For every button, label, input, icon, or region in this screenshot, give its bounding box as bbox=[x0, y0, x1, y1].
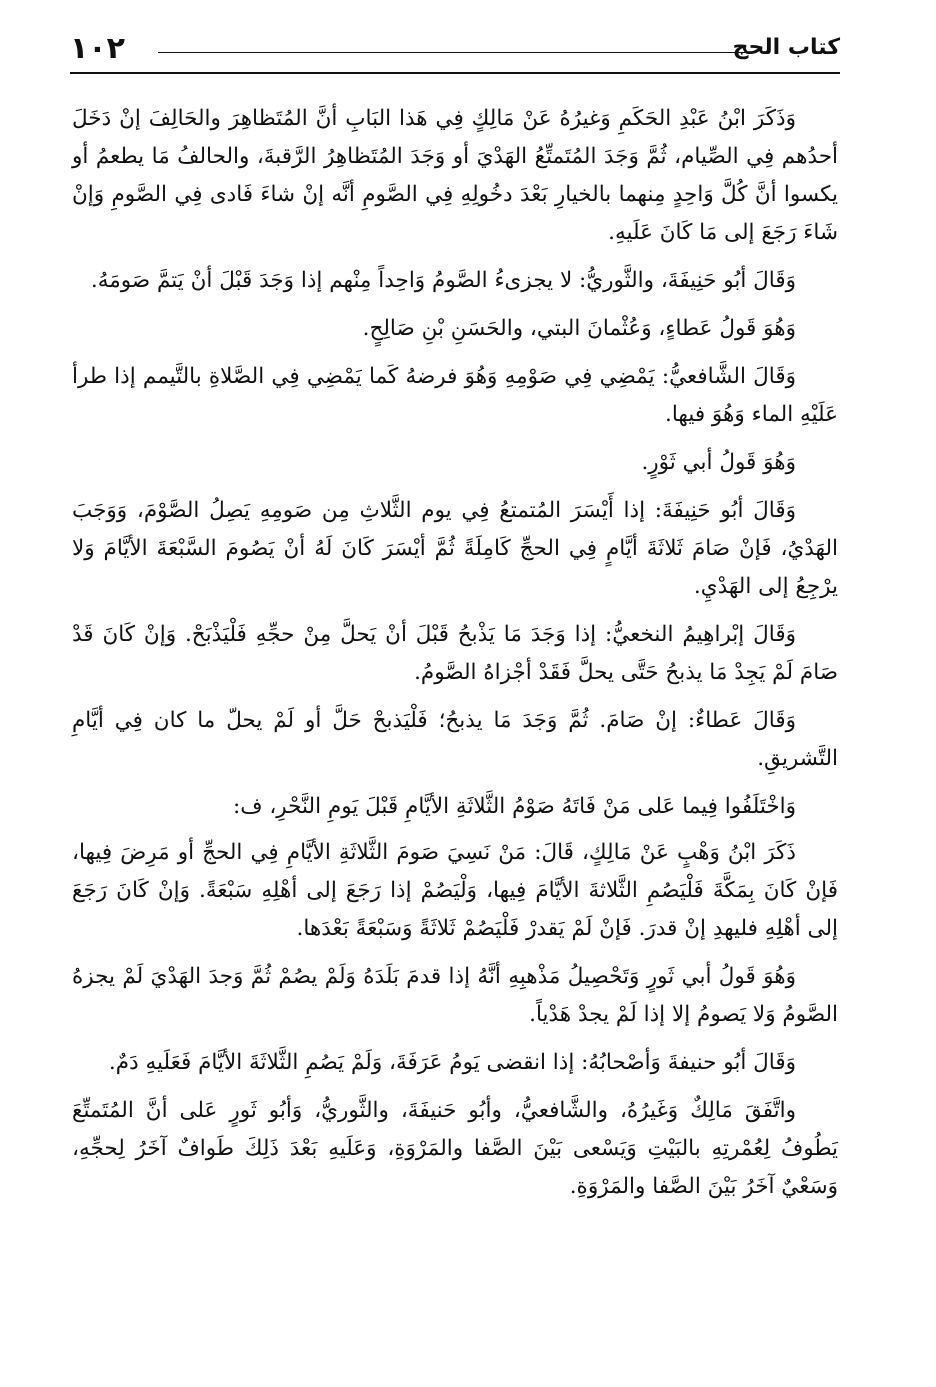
paragraph: واتَّفَقَ مَالِكٌ وَغَيرُهُ، والشَّافعيُّ، وأبُو حَنيفَةَ، والثَّوريُّ، وَأبُو ثَورٍ عَلى أنَّ المُتَمتِّعَ يَطُوفُ لِعُمْرتِهِ بالبَيْتِ وَيَسْعى بَيْنَ الصَّفا والمَرْوَةِ، وَعَلَيهِ بَعْدَ ذَلِكَ طَوافٌ آخَرُ لِحجِّهِ، وَسَعْيٌ آخَرُ بَيْنَ الصَّفا والمَرْوَةِ. bbox=[72, 1098, 838, 1199]
paragraph: وَهُوَ قَولُ أبي ثَوْرٍ. bbox=[641, 450, 796, 475]
header-rule bbox=[70, 72, 840, 74]
running-title: كتاب الحج bbox=[732, 35, 840, 60]
paragraph: وَقَالَ عَطاءٌ: إنْ صَامَ. ثُمَّ وَجَدَ مَا يذبحُ؛ فَلْيَذبحْ حَلَّ أو لَمْ يحلّ ما كان فِي أيَّامِ التَّشريقِ. bbox=[72, 708, 838, 771]
paragraph: وَقَالَ الشَّافعيُّ: يَمْضِي فِي صَوْمِهِ وَهُوَ فرضهُ كَما يَمْضِي فِي الصَّلاةِ بالتَّيمم إذا طرأ عَلَيْهِ الماء وَهُوَ فيها. bbox=[72, 364, 838, 427]
paragraph: وَذَكَرَ ابْنُ عَبْدِ الحَكَمِ وَغيرُهُ عَنْ مَالِكٍ فِي هَذا البَابِ أنَّ المُتَظاهِرَ والحَالِفَ إنْ دَخَلَ أحدُهم فِي الصِّيام، ثُمَّ وَجَدَ المُتَمتِّعُ الهَدْيَ أو وَجَدَ المُتَظاهِرُ الرَّقبةَ، والحالفُ مَا يطعمُ أو يكسوا أنَّ كُلَّ وَاحِدٍ مِنهما بالخيارِ بَعْدَ دخُولِهِ فِي الصَّومِ أنَّه إنْ شاءَ فَادى فِي الصَّومِ وَإنْ شَاءَ رَجَعَ إلى مَا كَانَ عَلَيهِ. bbox=[72, 106, 838, 245]
paragraph: وَقَالَ أبُو حنيفةَ وَأصْحابُهُ: إذا انقضى يَومُ عَرَفَةَ، وَلَمْ يَصُمِ الثَّلاثَةَ الأيَّامَ فَعَلَيهِ دَمٌ. bbox=[108, 1050, 796, 1075]
paragraph: وَهُوَ قَولُ أبي ثَورٍ وَتَحْصِيلُ مَذْهبِهِ أنَّهُ إذا قدمَ بَلَدَهُ وَلَمْ يصُمْ ثُمَّ وَجدَ الهَدْيَ لَمْ يجزهُ الصَّومُ وَلا يَصومُ إلا إذا لَمْ يجدْ هَدْياً. bbox=[72, 964, 838, 1027]
page-number: ١٠٢ bbox=[70, 31, 125, 66]
page-header bbox=[70, 28, 840, 76]
page-body bbox=[72, 100, 838, 1216]
paragraph: ذَكَرَ ابْنُ وَهْبٍ عَنْ مَالِكٍ، قَالَ: مَنْ نَسِيَ صَومَ الثَّلاثَةِ الأيَّامِ فِي الحجِّ أو مَرِضَ فِيها، فَإنْ كَانَ بِمَكَّةَ فَلْيَصُمِ الثَّلاثةَ الأيَّامَ فِيها، وَلْيَصُمْ إذا رَجَعَ إلى أهْلِهِ سَبْعَةً. وَإنْ كَانَ رَجَعَ إلى أهْلِهِ فليهدِ إنْ قدرَ. فَإنْ لَمْ يَقدرْ فَلْيَصُمْ ثَلاثَةً وَسَبْعَةً بَعْدَها. bbox=[72, 840, 838, 941]
paragraph: وَقَالَ إبْراهِيمُ النخعيُّ: إذا وَجَدَ مَا يَذْبحُ قَبْلَ أنْ يَحلَّ مِنْ حجِّهِ فَلْيَذْبَحْ. وَإنْ كَانَ قَدْ صَامَ لَمْ يَجِدْ مَا يذبحُ حَتَّى يحلَّ فَقَدْ أجْزاهُ الصَّومُ. bbox=[72, 622, 838, 685]
paragraph: وَهُوَ قَولُ عَطاءٍ، وَعُثْمانَ البتي، والحَسَنِ بْنِ صَالِحٍ. bbox=[362, 316, 796, 341]
paragraph: وَقَالَ أبُو حَنِيفَةَ: إذا أَيْسَرَ المُتمتعُ فِي يوم الثَّلاثِ مِن صَومِهِ يَصِلُ الصَّوْمَ، وَوَجَبَ الهَدْيُ، فَإنْ صَامَ ثَلاثَةَ أيَّامٍ فِي الحجِّ كَامِلَةً ثُمَّ أيْسَرَ كَانَ لَهُ أنْ يَصُومَ السَّبْعَةَ الأيَّامَ وَلا يرْجِعُ إلى الهَدْيِ. bbox=[72, 498, 838, 599]
paragraph: وَقَالَ أبُو حَنِيفَةَ، والثَّوريُّ: لا يجزىءُ الصَّومُ وَاحِداً مِنْهم إذا وَجَدَ قَبْلَ أنْ يَتمَّ صَومَهُ. bbox=[90, 268, 796, 293]
header-divider bbox=[158, 52, 752, 53]
paragraph: وَاخْتَلَفُوا فِيما عَلى مَنْ فَاتَهُ صَوْمُ الثَّلاثَةِ الأيَّامِ قَبْلَ يَومِ النَّحْرِ، ف: bbox=[233, 794, 796, 819]
